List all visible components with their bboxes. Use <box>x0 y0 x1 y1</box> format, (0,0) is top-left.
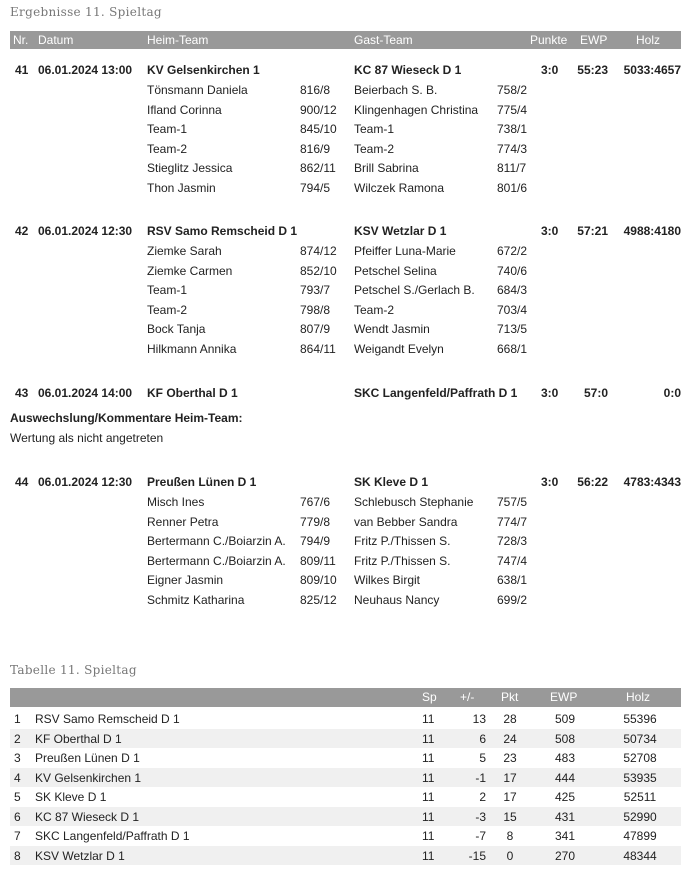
match-ewp: 57:21 <box>577 224 608 238</box>
away-player: Schlebusch Stephanie <box>354 495 474 509</box>
header-holz: Holz <box>636 33 661 47</box>
away-player: Brill Sabrina <box>354 161 419 175</box>
match-points: 3:0 <box>541 63 559 77</box>
home-player: Tönsmann Daniela <box>147 83 248 97</box>
holz-cell: 55396 <box>623 712 657 726</box>
home-score: 809/10 <box>300 573 337 587</box>
home-score: 874/12 <box>300 244 337 258</box>
away-score: 728/3 <box>497 534 528 548</box>
home-player: Ziemke Carmen <box>147 263 233 278</box>
pkt-cell: 8 <box>506 829 514 843</box>
pkt-cell: 0 <box>506 848 514 863</box>
table-row <box>10 846 681 865</box>
home-player: Renner Petra <box>147 514 219 529</box>
header-ewp: EWP <box>580 33 608 47</box>
home-team: Preußen Lünen D 1 <box>147 475 257 489</box>
home-player: Ifland Corinna <box>147 102 222 117</box>
home-team: RSV Samo Remscheid D 1 <box>147 224 298 238</box>
away-score: 638/1 <box>497 573 528 587</box>
header-diff: +/- <box>460 690 475 704</box>
rank-cell: 1 <box>14 712 21 726</box>
home-player: Eigner Jasmin <box>147 573 224 587</box>
home-team: KV Gelsenkirchen 1 <box>147 63 260 77</box>
rank-cell: 3 <box>14 751 21 765</box>
home-score: 816/8 <box>300 83 331 97</box>
team-cell: KSV Wetzlar D 1 <box>35 848 125 863</box>
header-sp: Sp <box>422 690 437 704</box>
away-team: KC 87 Wieseck D 1 <box>354 63 462 77</box>
away-team: KSV Wetzlar D 1 <box>354 224 447 238</box>
home-score: 793/7 <box>300 283 331 297</box>
rank-cell: 2 <box>14 731 21 746</box>
header-nr: Nr. <box>13 33 29 47</box>
table-header <box>10 688 681 707</box>
away-player: Wilkes Birgit <box>354 573 421 587</box>
away-player: Fritz P./Thissen S. <box>354 534 451 548</box>
home-score: 825/12 <box>300 592 337 607</box>
home-player: Team-2 <box>147 302 188 317</box>
home-score: 798/8 <box>300 302 331 317</box>
match-nr: 44 <box>15 475 29 489</box>
away-score: 774/3 <box>497 141 528 156</box>
away-player: van Bebber Sandra <box>354 514 458 529</box>
header-ewp: EWP <box>550 690 578 704</box>
ewp-cell: 483 <box>554 751 576 765</box>
diff-cell: 5 <box>479 751 486 765</box>
sp-cell: 11 <box>422 731 435 746</box>
away-score: 758/2 <box>497 83 528 97</box>
home-score: 862/11 <box>300 161 336 175</box>
match-nr: 41 <box>15 63 29 77</box>
diff-cell: -15 <box>468 848 486 863</box>
home-score: 779/8 <box>300 514 331 529</box>
header-holz: Holz <box>626 690 651 704</box>
table-row <box>10 768 681 787</box>
ewp-cell: 509 <box>554 712 576 726</box>
match-points: 3:0 <box>541 386 559 400</box>
holz-cell: 50734 <box>623 731 657 746</box>
team-cell: KF Oberthal D 1 <box>35 731 122 746</box>
away-score: 672/2 <box>497 244 528 258</box>
match-nr: 43 <box>15 386 29 400</box>
away-player: Weigandt Evelyn <box>354 341 444 356</box>
home-player: Team-2 <box>147 141 188 156</box>
home-score: 807/9 <box>300 322 331 336</box>
table-row <box>10 826 681 845</box>
home-score: 864/11 <box>300 341 336 356</box>
table-row <box>10 807 681 826</box>
header-punkte: Punkte <box>530 33 568 47</box>
away-score: 811/7 <box>497 161 527 175</box>
home-player: Bertermann C./Boiarzin A. <box>147 553 286 568</box>
ewp-cell: 508 <box>554 731 576 746</box>
away-player: Neuhaus Nancy <box>354 592 440 607</box>
match-date: 06.01.2024 12:30 <box>38 224 133 238</box>
diff-cell: -1 <box>475 770 486 785</box>
away-score: 775/4 <box>497 102 528 117</box>
home-score: 794/5 <box>300 180 331 195</box>
away-player: Klingenhagen Christina <box>354 102 479 117</box>
home-player: Bock Tanja <box>147 322 206 336</box>
away-player: Wendt Jasmin <box>354 322 430 336</box>
team-cell: SKC Langenfeld/Paffrath D 1 <box>35 829 190 843</box>
away-player: Wilczek Ramona <box>354 180 445 195</box>
diff-cell: 2 <box>479 790 486 804</box>
away-player: Team-2 <box>354 302 395 317</box>
rank-cell: 4 <box>14 770 21 785</box>
away-player: Team-1 <box>354 122 395 136</box>
diff-cell: -7 <box>475 829 486 843</box>
home-score: 852/10 <box>300 263 337 278</box>
holz-cell: 52511 <box>623 790 657 804</box>
rank-cell: 7 <box>14 829 21 843</box>
away-score: 738/1 <box>497 122 528 136</box>
sp-cell: 11 <box>422 770 435 785</box>
ewp-cell: 444 <box>554 770 576 785</box>
header-gast: Gast-Team <box>354 33 413 47</box>
table-row <box>10 729 681 748</box>
away-player: Petschel S./Gerlach B. <box>354 283 475 297</box>
home-score: 767/6 <box>300 495 331 509</box>
table-row <box>10 787 681 806</box>
match-holz: 0:0 <box>663 386 681 400</box>
ewp-cell: 425 <box>554 790 576 804</box>
match-holz: 4783:4343 <box>623 475 681 489</box>
away-player: Fritz P./Thissen S. <box>354 553 451 568</box>
comment-text: Wertung als nicht angetreten <box>10 431 164 445</box>
home-score: 845/10 <box>300 122 337 136</box>
results-header <box>10 31 681 49</box>
holz-cell: 48344 <box>623 848 657 863</box>
home-player: Team-1 <box>147 283 188 297</box>
away-score: 703/4 <box>497 302 528 317</box>
home-team: KF Oberthal D 1 <box>147 386 238 400</box>
team-cell: RSV Samo Remscheid D 1 <box>35 712 180 726</box>
rank-cell: 5 <box>14 790 21 804</box>
home-player: Thon Jasmin <box>147 180 216 195</box>
team-cell: Preußen Lünen D 1 <box>35 751 140 765</box>
home-player: Team-1 <box>147 122 188 136</box>
comment-title: Auswechslung/Kommentare Heim-Team: <box>10 411 243 425</box>
away-score: 668/1 <box>497 341 528 356</box>
match-date: 06.01.2024 13:00 <box>38 63 133 77</box>
sp-cell: 11 <box>422 751 435 765</box>
match-points: 3:0 <box>541 224 559 238</box>
away-team: SKC Langenfeld/Paffrath D 1 <box>354 386 518 400</box>
home-score: 809/11 <box>300 553 336 568</box>
rank-cell: 8 <box>14 848 21 863</box>
match-ewp: 56:22 <box>577 475 608 489</box>
diff-cell: 13 <box>472 712 486 726</box>
diff-cell: 6 <box>479 731 486 746</box>
match-date: 06.01.2024 14:00 <box>38 386 133 400</box>
match-holz: 4988:4180 <box>623 224 681 238</box>
header-pkt: Pkt <box>501 690 519 704</box>
match-ewp: 55:23 <box>577 63 608 77</box>
pkt-cell: 17 <box>503 790 517 804</box>
away-player: Pfeiffer Luna-Marie <box>354 244 456 258</box>
away-player: Team-2 <box>354 141 395 156</box>
holz-cell: 47899 <box>623 829 657 843</box>
holz-cell: 52990 <box>623 809 657 824</box>
pkt-cell: 28 <box>503 712 517 726</box>
home-score: 816/9 <box>300 141 331 156</box>
home-score: 794/9 <box>300 534 331 548</box>
home-player: Stieglitz Jessica <box>147 161 233 175</box>
team-cell: SK Kleve D 1 <box>35 790 107 804</box>
home-player: Misch Ines <box>147 495 205 509</box>
rank-cell: 6 <box>14 809 21 824</box>
match-points: 3:0 <box>541 475 559 489</box>
ewp-cell: 270 <box>554 848 576 863</box>
away-score: 774/7 <box>497 514 528 529</box>
match-date: 06.01.2024 12:30 <box>38 475 133 489</box>
pkt-cell: 24 <box>503 731 517 746</box>
table-row <box>10 709 681 728</box>
away-player: Petschel Selina <box>354 263 437 278</box>
holz-cell: 52708 <box>623 751 657 765</box>
away-player: Beierbach S. B. <box>354 83 438 97</box>
home-player: Schmitz Katharina <box>147 592 245 607</box>
ewp-cell: 341 <box>554 829 576 843</box>
ewp-cell: 431 <box>554 809 576 824</box>
away-team: SK Kleve D 1 <box>354 475 429 489</box>
results-title: Ergebnisse 11. Spieltag <box>10 5 162 19</box>
away-score: 757/5 <box>497 495 528 509</box>
sp-cell: 11 <box>422 809 435 824</box>
sp-cell: 11 <box>422 712 435 726</box>
header-datum: Datum <box>38 33 74 47</box>
table-row <box>10 748 681 767</box>
match-nr: 42 <box>15 224 29 238</box>
diff-cell: -3 <box>475 809 486 824</box>
home-player: Bertermann C./Boiarzin A. <box>147 534 286 548</box>
away-score: 801/6 <box>497 180 528 195</box>
sp-cell: 11 <box>422 829 435 843</box>
home-score: 900/12 <box>300 102 337 117</box>
match-ewp: 57:0 <box>583 386 608 400</box>
away-score: 747/4 <box>497 553 528 568</box>
pkt-cell: 17 <box>503 770 517 785</box>
team-cell: KV Gelsenkirchen 1 <box>35 770 142 785</box>
away-score: 684/3 <box>497 283 528 297</box>
away-score: 740/6 <box>497 263 528 278</box>
team-cell: KC 87 Wieseck D 1 <box>35 809 140 824</box>
header-heim: Heim-Team <box>147 33 209 47</box>
sp-cell: 11 <box>422 848 435 863</box>
holz-cell: 53935 <box>623 770 657 785</box>
away-score: 713/5 <box>497 322 528 336</box>
away-score: 699/2 <box>497 592 528 607</box>
home-player: Ziemke Sarah <box>147 244 222 258</box>
table-title: Tabelle 11. Spieltag <box>10 663 137 677</box>
pkt-cell: 23 <box>503 751 517 765</box>
match-holz: 5033:4657 <box>623 63 681 77</box>
home-player: Hilkmann Annika <box>147 341 237 356</box>
pkt-cell: 15 <box>503 809 517 824</box>
sp-cell: 11 <box>422 790 435 804</box>
